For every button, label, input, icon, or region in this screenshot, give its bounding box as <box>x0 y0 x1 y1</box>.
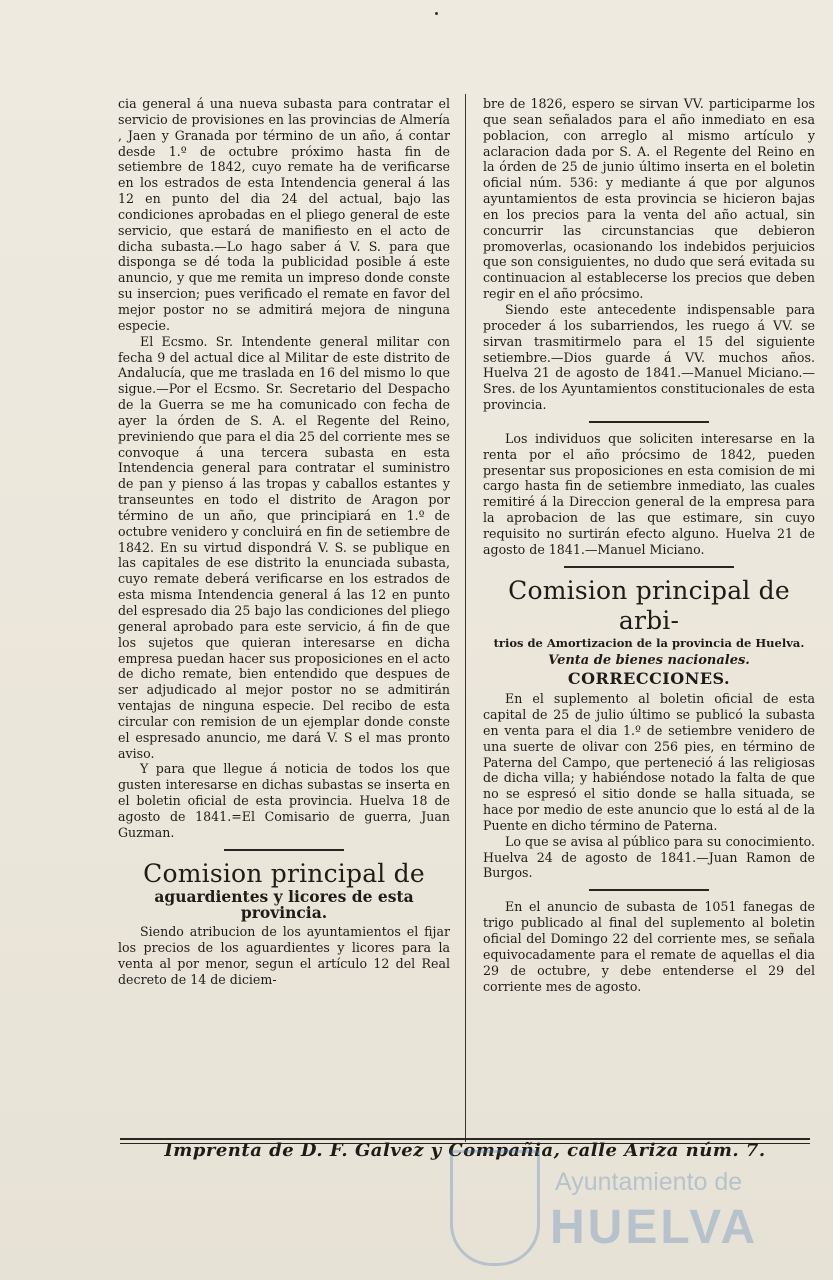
right-paragraph-4: En el suplemento al boletin oficial de esta capital de 25 de julio último se publicó la subasta en venta para el dia 1.º de setiembre venidero de una suerte de olivar con 256 pies, en término de Paterna del Campo, que perteneció á las religiosas de dicha villa; y habiéndose notado la falta de que no se espresó el sitio donde se halla situada, se hace por medio de este anuncio que lo está al de la Puente en dicho término de Paterna. <box>483 691 815 833</box>
section-subheading-aguardientes: aguardientes y licores de esta provincia. <box>154 886 414 922</box>
separator-rule <box>224 849 344 851</box>
right-paragraph-6: En el anuncio de subasta de 1051 fanegas de trigo publicado al final del suplemento al boletin oficial del Domingo 22 del corriente mes, se señala equivocadamente para el remate de aquellas el dia 29 de octubre, y debe entenderse el 29 del corriente mes de agosto. <box>483 899 815 994</box>
right-paragraph-3: Los individuos que soliciten interesarse en la renta por el año prócsimo de 1842, pueden presentar sus proposiciones en esta comision de mi cargo hasta fin de setiembre inmediato, las cuales remitiré á la Direccion general de la empresa para la aprobacion de las que estimare, sin cuyo requisito no surtirán efecto alguno. Huelva 21 de agosto de 1841.—Manuel Miciano. <box>483 430 815 557</box>
italic-subtitle: Venta de bienes nacionales. <box>548 653 750 669</box>
right-column <box>483 96 815 994</box>
watermark-line-1: Ayuntamiento de <box>555 1168 743 1196</box>
ink-dot <box>435 12 438 15</box>
section-heading-aguardientes: Comision principal de <box>143 858 425 888</box>
right-paragraph-5: Lo que se avisa al público para su conocimiento. Huelva 24 de agosto de 1841.—Juan Ramon de Burgos. <box>483 833 815 881</box>
left-paragraph-2: El Ecsmo. Sr. Intendente general militar con fecha 9 del actual dice al Militar de este distrito de Andalucía, que me traslada en 16 del mismo lo que sigue.—Por el Ecsmo. Sr. Secretario del Despacho de la Guerra se me ha comunicado con fecha de ayer la órden de S. A. el Regente del Reino, previniendo que para el dia 25 del corriente mes se convoque á una tercera subasta en esta Intendencia general para contratar el suministro de pan y pienso á las tropas y caballos estantes y transeuntes en todo el distrito de Aragon por término de un año, que principiará en 1.º de octubre venidero y concluirá en fin de setiembre de 1842. En su virtud dispondrá V. S. se publique en las capitales de ese distrito la enunciada subasta, cuyo remate deberá verificarse en los estrados de esta misma Intendencia general á las 12 en punto del espresado dia 25 bajo las condiciones del pliego general aprobado para este servicio, á fin de que los sujetos que quieran interesarse en dicha empresa puedan hacer sus proposiciones en el acto de dicho remate, bien entendido que despues de ser adjudicado al mejor postor no se admitirán ventajas de ninguna especie. Del recibo de esta circular con remision de un ejemplar donde conste el espresado anuncio, me dará V. S el mas pronto aviso. <box>118 333 450 761</box>
watermark-line-2: HUELVA <box>550 1201 759 1254</box>
left-paragraph-4: Siendo atribucion de los ayuntamientos el fijar los precios de los aguardientes y licores para la venta al por menor, segun el artículo 12 del Real decreto de 14 de diciem- <box>118 924 450 987</box>
separator-rule <box>589 889 709 891</box>
watermark <box>450 1150 790 1270</box>
right-paragraph-1: bre de 1826, espero se sirvan VV. participarme los que sean señalados para el año inmediato en esa poblacion, con arreglo al mismo artículo y aclaracion dada por S. A. el Regente del Reino en la órden de 25 de junio último inserta en el boletin oficial núm. 536: y mediante á que por algunos ayuntamientos de esta provincia se hicieron bajas en los precios para la venta del año actual, sin concurrir las circunstancias que debieron promoverlas, ocasionando los indebidos perjuicios que son consiguientes, no dudo que será evitada su continuacion al establecerse los precios que deben regir en el año prócsimo. <box>483 96 815 302</box>
left-paragraph-3: Y para que llegue á noticia de todos los que gusten interesarse en dichas subastas se inserta en el boletin oficial de esta provincia. Huelva 18 de agosto de 1841.=El Comisario de guerra, Juan Guzman. <box>118 761 450 840</box>
printer-footer: Imprenta de D. F. Galvez y Compañia, calle Ariza núm. 7. <box>164 1140 766 1161</box>
section-subheading-arbitrios: trios de Amortizacion de la provincia de Huelva. <box>493 635 805 650</box>
column-divider <box>465 94 466 1142</box>
separator-rule <box>564 566 734 568</box>
right-paragraph-2: Siendo este antecedente indispensable para proceder á los subarriendos, les ruego á VV. se sirvan trasmitirmelo para el 15 del siguiente setiembre.—Dios guarde á VV. muchos años. Huelva 21 de agosto de 1841.—Manuel Miciano.—Sres. de los Ayuntamientos constitucionales de esta provincia. <box>483 301 815 413</box>
left-column <box>118 96 450 988</box>
separator-rule <box>589 421 709 423</box>
section-heading-arbitrios: Comision principal de arbi- <box>508 575 790 635</box>
left-paragraph-1: cia general á una nueva subasta para contratar el servicio de provisiones en las provincias de Almería , Jaen y Granada por término de un año, á contar desde 1.º de octubre próximo hasta fin de setiembre de 1842, cuyo remate ha de verificarse en los estrados de esta Intendencia general á las 12 en punto del dia 24 del actual, bajo las condiciones aprobadas en el pliego general de este servicio, que estará de manifiesto en el acto de dicha subasta.—Lo hago saber á V. S. para que disponga se dé toda la publicidad posible á este anuncio, y que me remita un impreso donde conste su insercion; pues verificado el remate en favor del mejor postor no se admitirá mejora de ninguna especie. <box>118 96 450 333</box>
shield-icon <box>450 1150 540 1266</box>
corrections-heading: CORRECCIONES. <box>567 669 731 689</box>
